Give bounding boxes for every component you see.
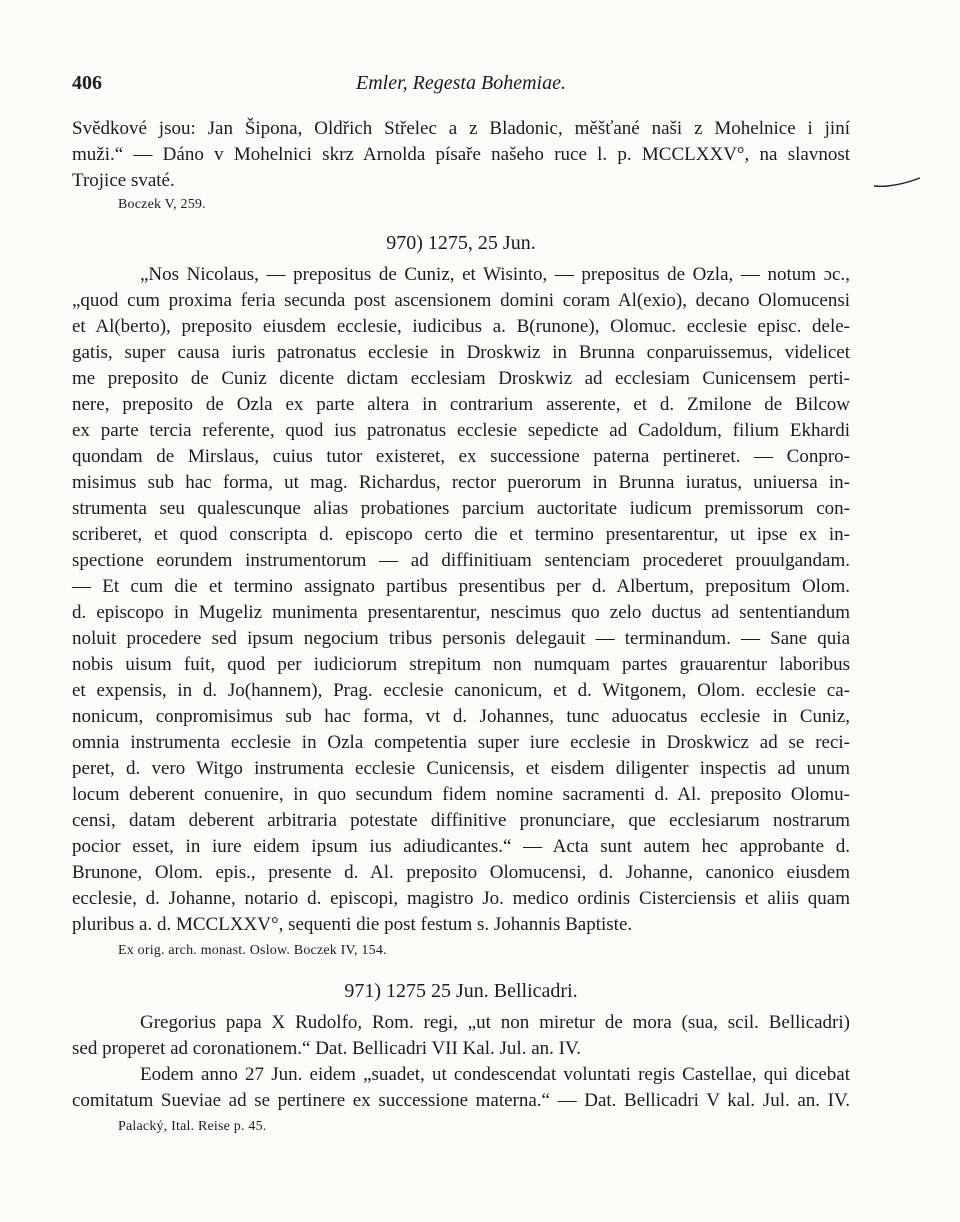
text-line: gatis, super causa iuris patronatus ecclesie in Droskwiz in Brunna conparuissemus, videlicet (72, 342, 850, 363)
text-line: pluribus a. d. MCCLXXV°, sequenti die post festum s. Johannis Baptiste. (72, 914, 633, 935)
text-line: locum deberent conuenire, in quo secundum fidem nomine sacramenti d. Al. preposito Olomu- (72, 784, 850, 805)
text-line: nobis uisum fuit, quod per iudiciorum strepitum non numquam partes grauarentur laboribus (72, 654, 850, 675)
text-line: peret, d. vero Witgo instrumenta ecclesie Cunicensis, et eisdem diligenter inspectis ad unum (72, 758, 850, 779)
text-line: quondam de Mirslaus, cuius tutor existeret, ex successione paterna pertineret. — Conpro- (72, 446, 850, 467)
text-line: „Nos Nicolaus, — prepositus de Cuniz, et Wisinto, — prepositus de Ozla, — notum ɔc., (140, 264, 850, 285)
text-line: nonicum, conpromisimus sub hac forma, vt d. Johannes, tunc aduocatus ecclesie in Cuniz, (72, 706, 850, 727)
margin-pen-mark (873, 176, 921, 190)
text-line: spectione eorundem instrumentorum — ad diffinitiuam sentenciam procederet prouulgandam. (72, 550, 850, 571)
page-number: 406 (72, 72, 102, 94)
text-line: „quod cum proxima feria secunda post ascensionem domini coram Al(exio), decano Olomucensi (72, 290, 850, 311)
text-line: et expensis, in d. Jo(hannem), Prag. ecclesie canonicum, et d. Witgonem, Olom. ecclesie ca- (72, 680, 850, 701)
text-line: nere, preposito de Ozla ex parte altera in contrarium asserente, et d. Zmilone de Bilcow (72, 394, 850, 415)
text-line: scriberet, et quod conscripta d. episcopo certo die et termino presentarentur, ut ipse ex in- (72, 524, 850, 545)
text-line: Trojice svaté. (72, 170, 175, 191)
text-line: omnia instrumenta ecclesie in Ozla competentia super iure ecclesie in Droskwicz ad se reci- (72, 732, 850, 753)
running-title: Emler, Regesta Bohemiae. (356, 72, 566, 94)
entry-heading: 970) 1275, 25 Jun. (386, 232, 536, 254)
text-line: censi, datam deberent arbitraria potestate diffinitive pronunciare, que ecclesiarum nostrarum (72, 810, 850, 831)
text-line: Svědkové jsou: Jan Šipona, Oldřich Střelec a z Bladonic, měšťané naši z Mohelnice i jiní (72, 118, 850, 139)
text-line: — Et cum die et termino assignato partibus presentibus per d. Albertum, prepositum Olom. (72, 576, 850, 597)
text-line: noluit procedere sed ipsum negocium tribus personis delegauit — terminandum. — Sane quia (72, 628, 850, 649)
text-line: Eodem anno 27 Jun. eidem „suadet, ut condescendat voluntati regis Castellae, qui dicebat (140, 1064, 850, 1085)
page-header (72, 72, 850, 102)
text-line: comitatum Sueviae ad se pertinere ex successione materna.“ — Dat. Bellicadri V kal. Jul. an. IV. (72, 1090, 850, 1111)
text-line: strumenta seu qualescunque alias probationes parcium auctoritate iudicum premissorum con- (72, 498, 850, 519)
text-line: misimus sub hac forma, ut mag. Richardus, rector puerorum in Brunna iuratus, uniuersa in- (72, 472, 850, 493)
text-line: me preposito de Cuniz dicente dictam ecclesiam Droskwiz ad ecclesiam Cunicensem perti- (72, 368, 850, 389)
entry-heading: 971) 1275 25 Jun. Bellicadri. (344, 980, 578, 1002)
source-citation: Palacký, Ital. Reise p. 45. (118, 1119, 267, 1134)
text-line: ex parte tercia referente, quod ius patronatus ecclesie sepedicte ad Cadoldum, filium Ekhardi (72, 420, 850, 441)
source-citation: Ex orig. arch. monast. Oslow. Boczek IV, 154. (118, 943, 387, 958)
text-line: et Al(berto), preposito eiusdem ecclesie, iudicibus a. B(runone), Olomuc. ecclesie episc. dele- (72, 316, 850, 337)
text-line: Gregorius papa X Rudolfo, Rom. regi, „ut non miretur de mora (sua, scil. Bellicadri) (140, 1012, 850, 1033)
text-line: Brunone, Olom. epis., presente d. Al. preposito Olomucensi, d. Johanne, canonico eiusdem (72, 862, 850, 883)
source-citation: Boczek V, 259. (118, 197, 206, 212)
text-line: pocior esset, in iure eidem ipsum ius adiudicantes.“ — Acta sunt autem hec approbante d. (72, 836, 850, 857)
text-line: sed properet ad coronationem.“ Dat. Bellicadri VII Kal. Jul. an. IV. (72, 1038, 581, 1059)
text-line: d. episcopo in Mugeliz munimenta presentarentur, nescimus quo zelo ductus ad sententiandum (72, 602, 850, 623)
text-line: ecclesie, d. Johanne, notario d. episcopi, magistro Jo. medico ordinis Cisterciensis et aliis quam (72, 888, 850, 909)
text-line: muži.“ — Dáno v Mohelnici skrz Arnolda písaře našeho ruce l. p. MCCLXXV°, na slavnost (72, 144, 850, 165)
